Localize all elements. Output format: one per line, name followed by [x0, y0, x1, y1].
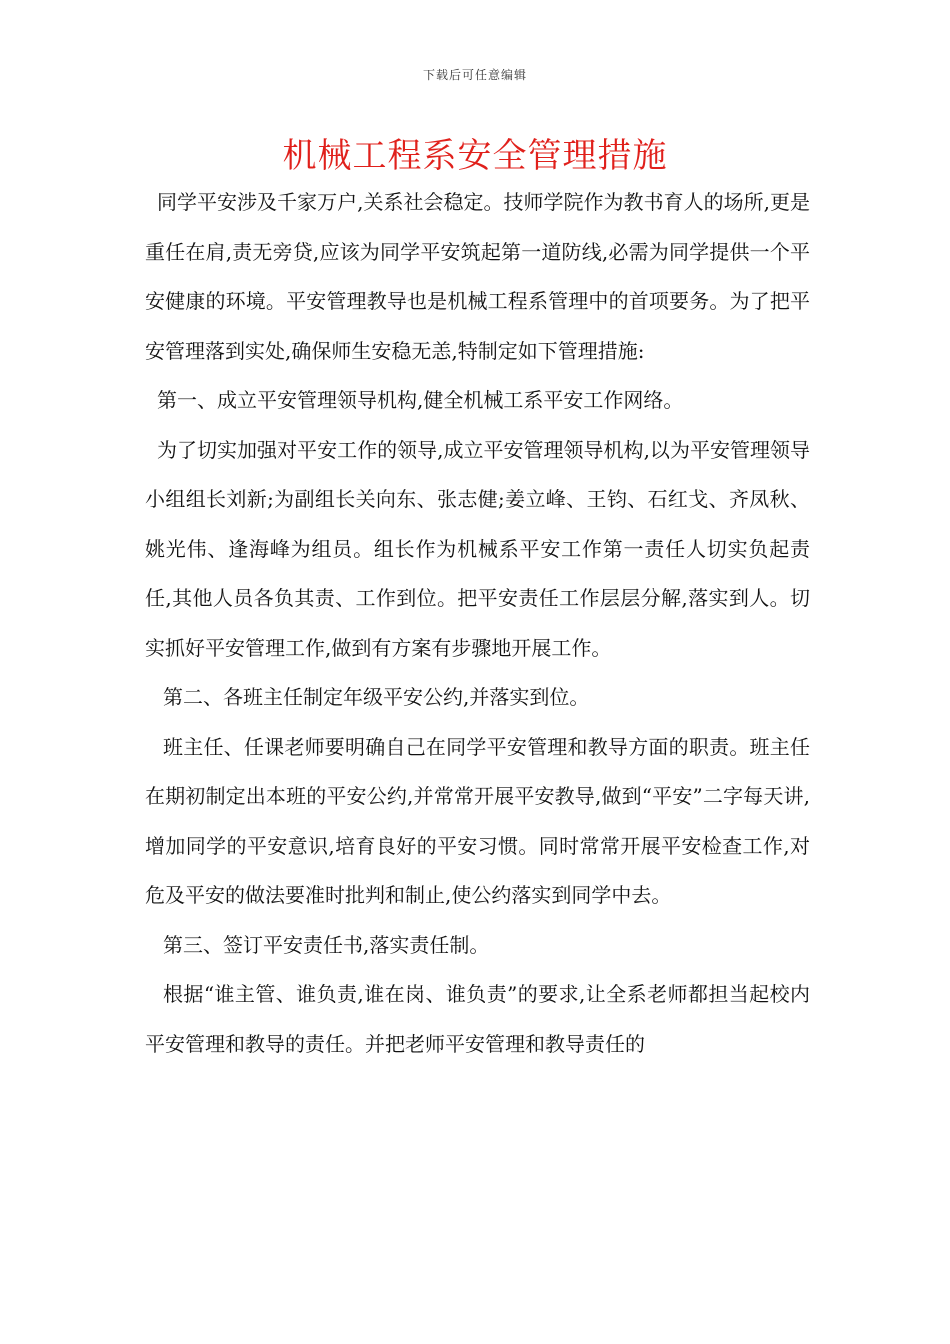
section-heading-2: 第二、各班主任制定年级平安公约,并落实到位。	[163, 685, 590, 709]
header-note: 下载后可任意编辑	[422, 68, 527, 82]
paragraph-intro: 同学平安涉及千家万户,关系社会稳定。技师学院作为教书育人的场所,更是重任在肩,责无旁贷,应该为同学平安筑起第一道防线,必需为同学提供一个平安健康的环境。平安管理教导也是机械工程系管理中的首项要务。为了把平安管理落到实处,确保师生安稳无恙,特制定如下管理措施:	[145, 190, 810, 363]
section-heading-1: 第一、成立平安管理领导机构,健全机械工系平安工作网络。	[157, 388, 684, 412]
paragraph-section-1: 为了切实加强对平安工作的领导,成立平安管理领导机构,以为平安管理领导小组组长刘新;为副组长关向东、张志健;姜立峰、王钧、石红戈、齐凤秋、姚光伟、逢海峰为组员。组长作为机械系平安工作第一责任人切实负起责任,其他人员各负其责、工作到位。把平安责任工作层层分解,落实到人。切实抓好平安管理工作,做到有方案有步骤地开展工作。	[145, 437, 810, 660]
paragraph-section-2: 班主任、任课老师要明确自己在同学平安管理和教导方面的职责。班主任在期初制定出本班的平安公约,并常常开展平安教导,做到“平安”二字每天讲,增加同学的平安意识,培育良好的平安习惯。同时常常开展平安检查工作,对危及平安的做法要准时批判和制止,使公约落实到同学中去。	[145, 734, 810, 907]
document-body	[145, 178, 810, 1069]
section-heading-3: 第三、签订平安责任书,落实责任制。	[163, 932, 490, 957]
paragraph-section-3: 根据“谁主管、谁负责,谁在岗、谁负责”的要求,让全系老师都担当起校内平安管理和教导的责任。并把老师平安管理和教导责任的	[145, 982, 810, 1056]
document-title: 机械工程系安全管理措施	[282, 136, 668, 176]
